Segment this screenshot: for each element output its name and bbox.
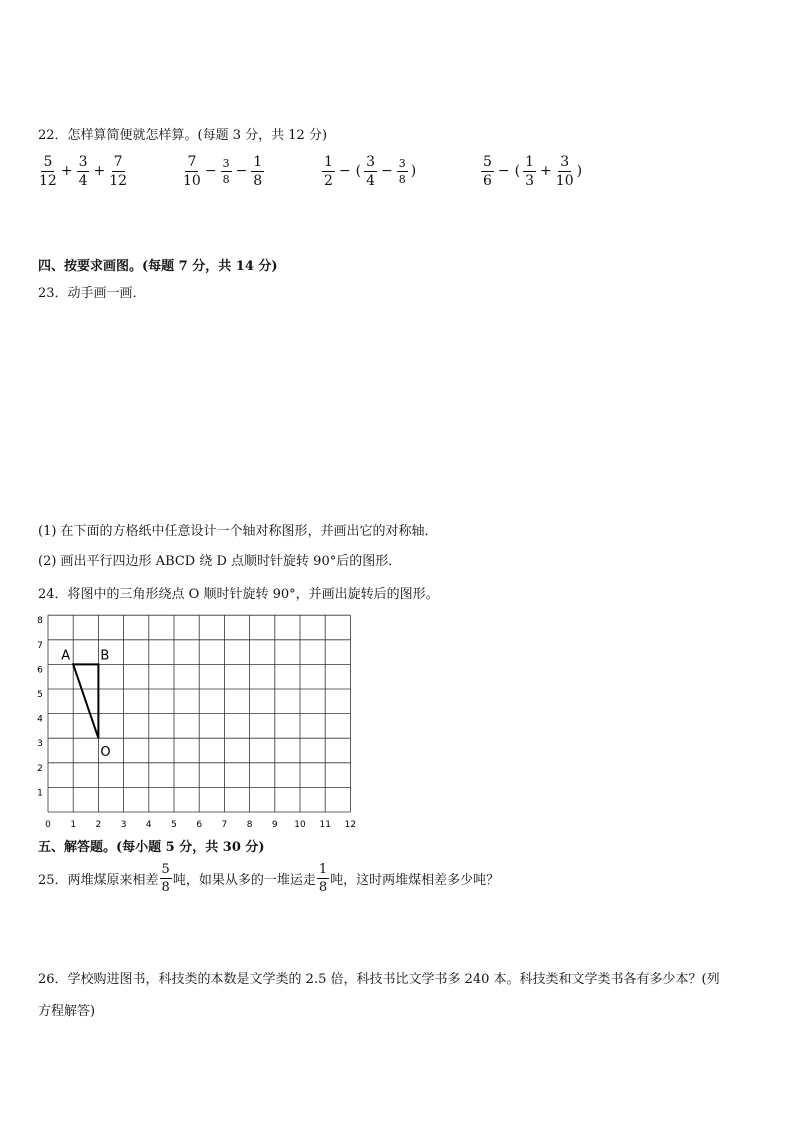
parenthesis: ( — [355, 163, 362, 179]
fraction-denominator: 3 — [525, 172, 535, 189]
q25-prefix: 25．两堆煤原来相差 — [38, 872, 159, 888]
fraction — [364, 155, 377, 188]
y-tick-label: 8 — [37, 616, 43, 627]
x-axis-ticks — [45, 820, 356, 830]
fraction-denominator: 12 — [109, 172, 128, 189]
q25-middle: 吨，如果从多的一堆运走 — [172, 872, 316, 888]
y-tick-label: 7 — [37, 640, 43, 651]
q22-title: 22．怎样算简便就怎样算。(每题 3 分，共 12 分) — [38, 128, 328, 143]
fraction-numerator: 5 — [161, 861, 170, 877]
fraction-denominator: 6 — [483, 172, 492, 189]
fraction-numerator: 3 — [78, 153, 88, 170]
x-tick-label: 10 — [294, 820, 306, 830]
x-tick-label: 3 — [120, 820, 127, 830]
q22-expression-4 — [480, 150, 584, 192]
fraction-numerator: 7 — [113, 153, 123, 170]
q23-title: 23．动手画一画． — [38, 286, 146, 301]
x-tick-label: 9 — [271, 820, 278, 830]
y-tick-label: 3 — [37, 739, 43, 750]
fraction — [109, 155, 127, 188]
operator: − — [381, 163, 393, 179]
operator: + — [93, 163, 106, 179]
fraction — [39, 155, 57, 188]
q22-expression-2 — [182, 150, 265, 192]
y-tick-label: 2 — [37, 763, 43, 774]
fraction-numerator: 3 — [222, 156, 230, 170]
fraction-denominator: 8 — [253, 172, 263, 189]
x-tick-label: 12 — [344, 820, 357, 830]
fraction-numerator: 3 — [560, 153, 570, 170]
parenthesis: ) — [576, 163, 583, 179]
operator: − — [235, 163, 248, 179]
q22-expression-1 — [38, 150, 128, 192]
fraction-numerator: 7 — [187, 153, 197, 170]
operator: − — [497, 163, 510, 179]
fraction-denominator: 10 — [183, 172, 201, 189]
x-tick-label: 11 — [319, 820, 331, 830]
operator: − — [204, 163, 217, 179]
section4-heading: 四、按要求画图。(每题 7 分，共 14 分) — [38, 259, 278, 274]
q26-line1: 26．学校购进图书，科技类的本数是文学类的 2.5 倍，科技书比文学书多 240 本。科技类和文学类书各有多少本？(列 — [38, 972, 720, 987]
y-tick-label: 6 — [37, 665, 43, 676]
x-tick-label: 2 — [95, 820, 102, 830]
operator: − — [338, 163, 351, 179]
fraction — [397, 158, 408, 185]
fraction-numerator: 1 — [318, 861, 328, 877]
fraction-numerator: 3 — [366, 153, 376, 170]
operator: + — [540, 163, 552, 179]
fraction — [251, 155, 264, 188]
fraction-numerator: 3 — [398, 156, 406, 170]
x-tick-label: 1 — [70, 820, 77, 830]
x-tick-label: 8 — [246, 820, 253, 830]
fraction — [77, 155, 90, 188]
q24-title: 24．将图中的三角形绕点 O 顺时针旋转 90°，并画出旋转后的图形。 — [38, 587, 439, 602]
q25-fraction-2 — [317, 863, 329, 894]
fraction — [221, 158, 232, 185]
q22-expression-3 — [321, 150, 418, 192]
fraction — [556, 155, 574, 188]
fraction-denominator: 8 — [222, 172, 230, 186]
q23-part2: (2) 画出平行四边形 ABCD 绕 D 点顺时针旋转 90°后的图形． — [38, 554, 402, 569]
fraction — [183, 155, 201, 188]
fraction-numerator: 1 — [253, 153, 263, 170]
x-tick-label: 0 — [45, 820, 51, 830]
fraction-denominator: 10 — [555, 172, 574, 189]
q25-text — [38, 858, 499, 898]
operator: + — [60, 163, 73, 179]
y-axis-ticks — [37, 616, 43, 798]
fraction-denominator: 4 — [78, 172, 88, 189]
fraction-denominator: 8 — [398, 172, 406, 186]
fraction-numerator: 1 — [525, 153, 535, 170]
fraction-numerator: 5 — [43, 153, 53, 170]
fraction-denominator: 8 — [318, 879, 328, 895]
parenthesis: ( — [514, 163, 521, 179]
fraction-denominator: 12 — [39, 172, 57, 189]
point-label-A: A — [61, 648, 71, 664]
q24-grid-figure — [30, 610, 370, 832]
x-tick-label: 6 — [196, 820, 203, 830]
section5-heading: 五、解答题。(每小题 5 分，共 30 分) — [38, 840, 265, 855]
q23-part1: (1) 在下面的方格纸中任意设计一个轴对称图形，并画出它的对称轴． — [38, 524, 438, 539]
triangle-ABO — [73, 664, 98, 738]
q25-fraction-1 — [160, 863, 172, 894]
fraction — [523, 155, 536, 188]
fraction-numerator: 1 — [324, 153, 333, 170]
fraction-numerator: 5 — [483, 153, 492, 170]
fraction-denominator: 8 — [161, 879, 170, 895]
point-label-B: B — [100, 648, 110, 664]
parenthesis: ) — [410, 163, 417, 179]
y-tick-label: 1 — [37, 788, 43, 799]
q25-suffix: 吨，这时两堆煤相差多少吨？ — [330, 872, 500, 888]
fraction — [481, 155, 494, 188]
y-tick-label: 4 — [37, 714, 43, 725]
x-tick-label: 7 — [221, 820, 228, 830]
point-label-O: O — [100, 745, 111, 761]
q26-line2: 方程解答) — [38, 1004, 96, 1019]
x-tick-label: 5 — [171, 820, 177, 830]
x-tick-label: 4 — [145, 820, 152, 830]
fraction — [322, 155, 335, 188]
y-tick-label: 5 — [37, 690, 43, 700]
fraction-denominator: 4 — [366, 172, 376, 189]
fraction-denominator: 2 — [324, 172, 333, 189]
grid-lines — [48, 615, 350, 812]
